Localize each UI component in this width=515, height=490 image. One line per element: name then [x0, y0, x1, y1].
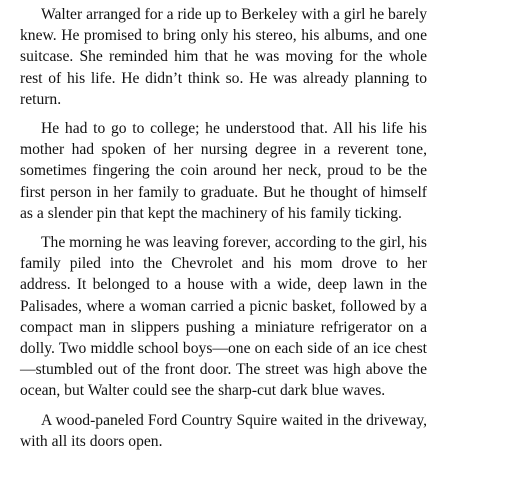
paragraph-4: A wood-paneled Ford Country Squire waited in the driveway, with all its doors open.	[20, 411, 427, 450]
paragraph-3: The morning he was leaving forever, according to the girl, his family piled into the Chevrolet and his mom drove to her address. It belonged to a house with a wide, deep lawn in the Palisades, where a woman carried a picnic basket, followed by a compact man in slippers pushing a miniature refrigerator on a dolly. Two middle school boys—one on each side of an ice chest—stumbled out of the front door. The street was high above the ocean, but Walter could see the sharp-cut dark blue waves.	[20, 234, 427, 400]
paragraph-2: He had to go to college; he understood that. All his life his mother had spoken of her nursing degree in a reverent tone, sometimes fingering the coin around her neck, proud to be the first person in her family to graduate. But he thought of himself as a slender pin that kept the machinery of his family ticking.	[20, 120, 427, 222]
paragraph-1: Walter arranged for a ride up to Berkeley with a girl he barely knew. He promised to bring only his stereo, his albums, and one suitcase. She reminded him that he was moving for the whole rest of his life. He didn’t think so. He was already planning to return.	[20, 6, 427, 108]
